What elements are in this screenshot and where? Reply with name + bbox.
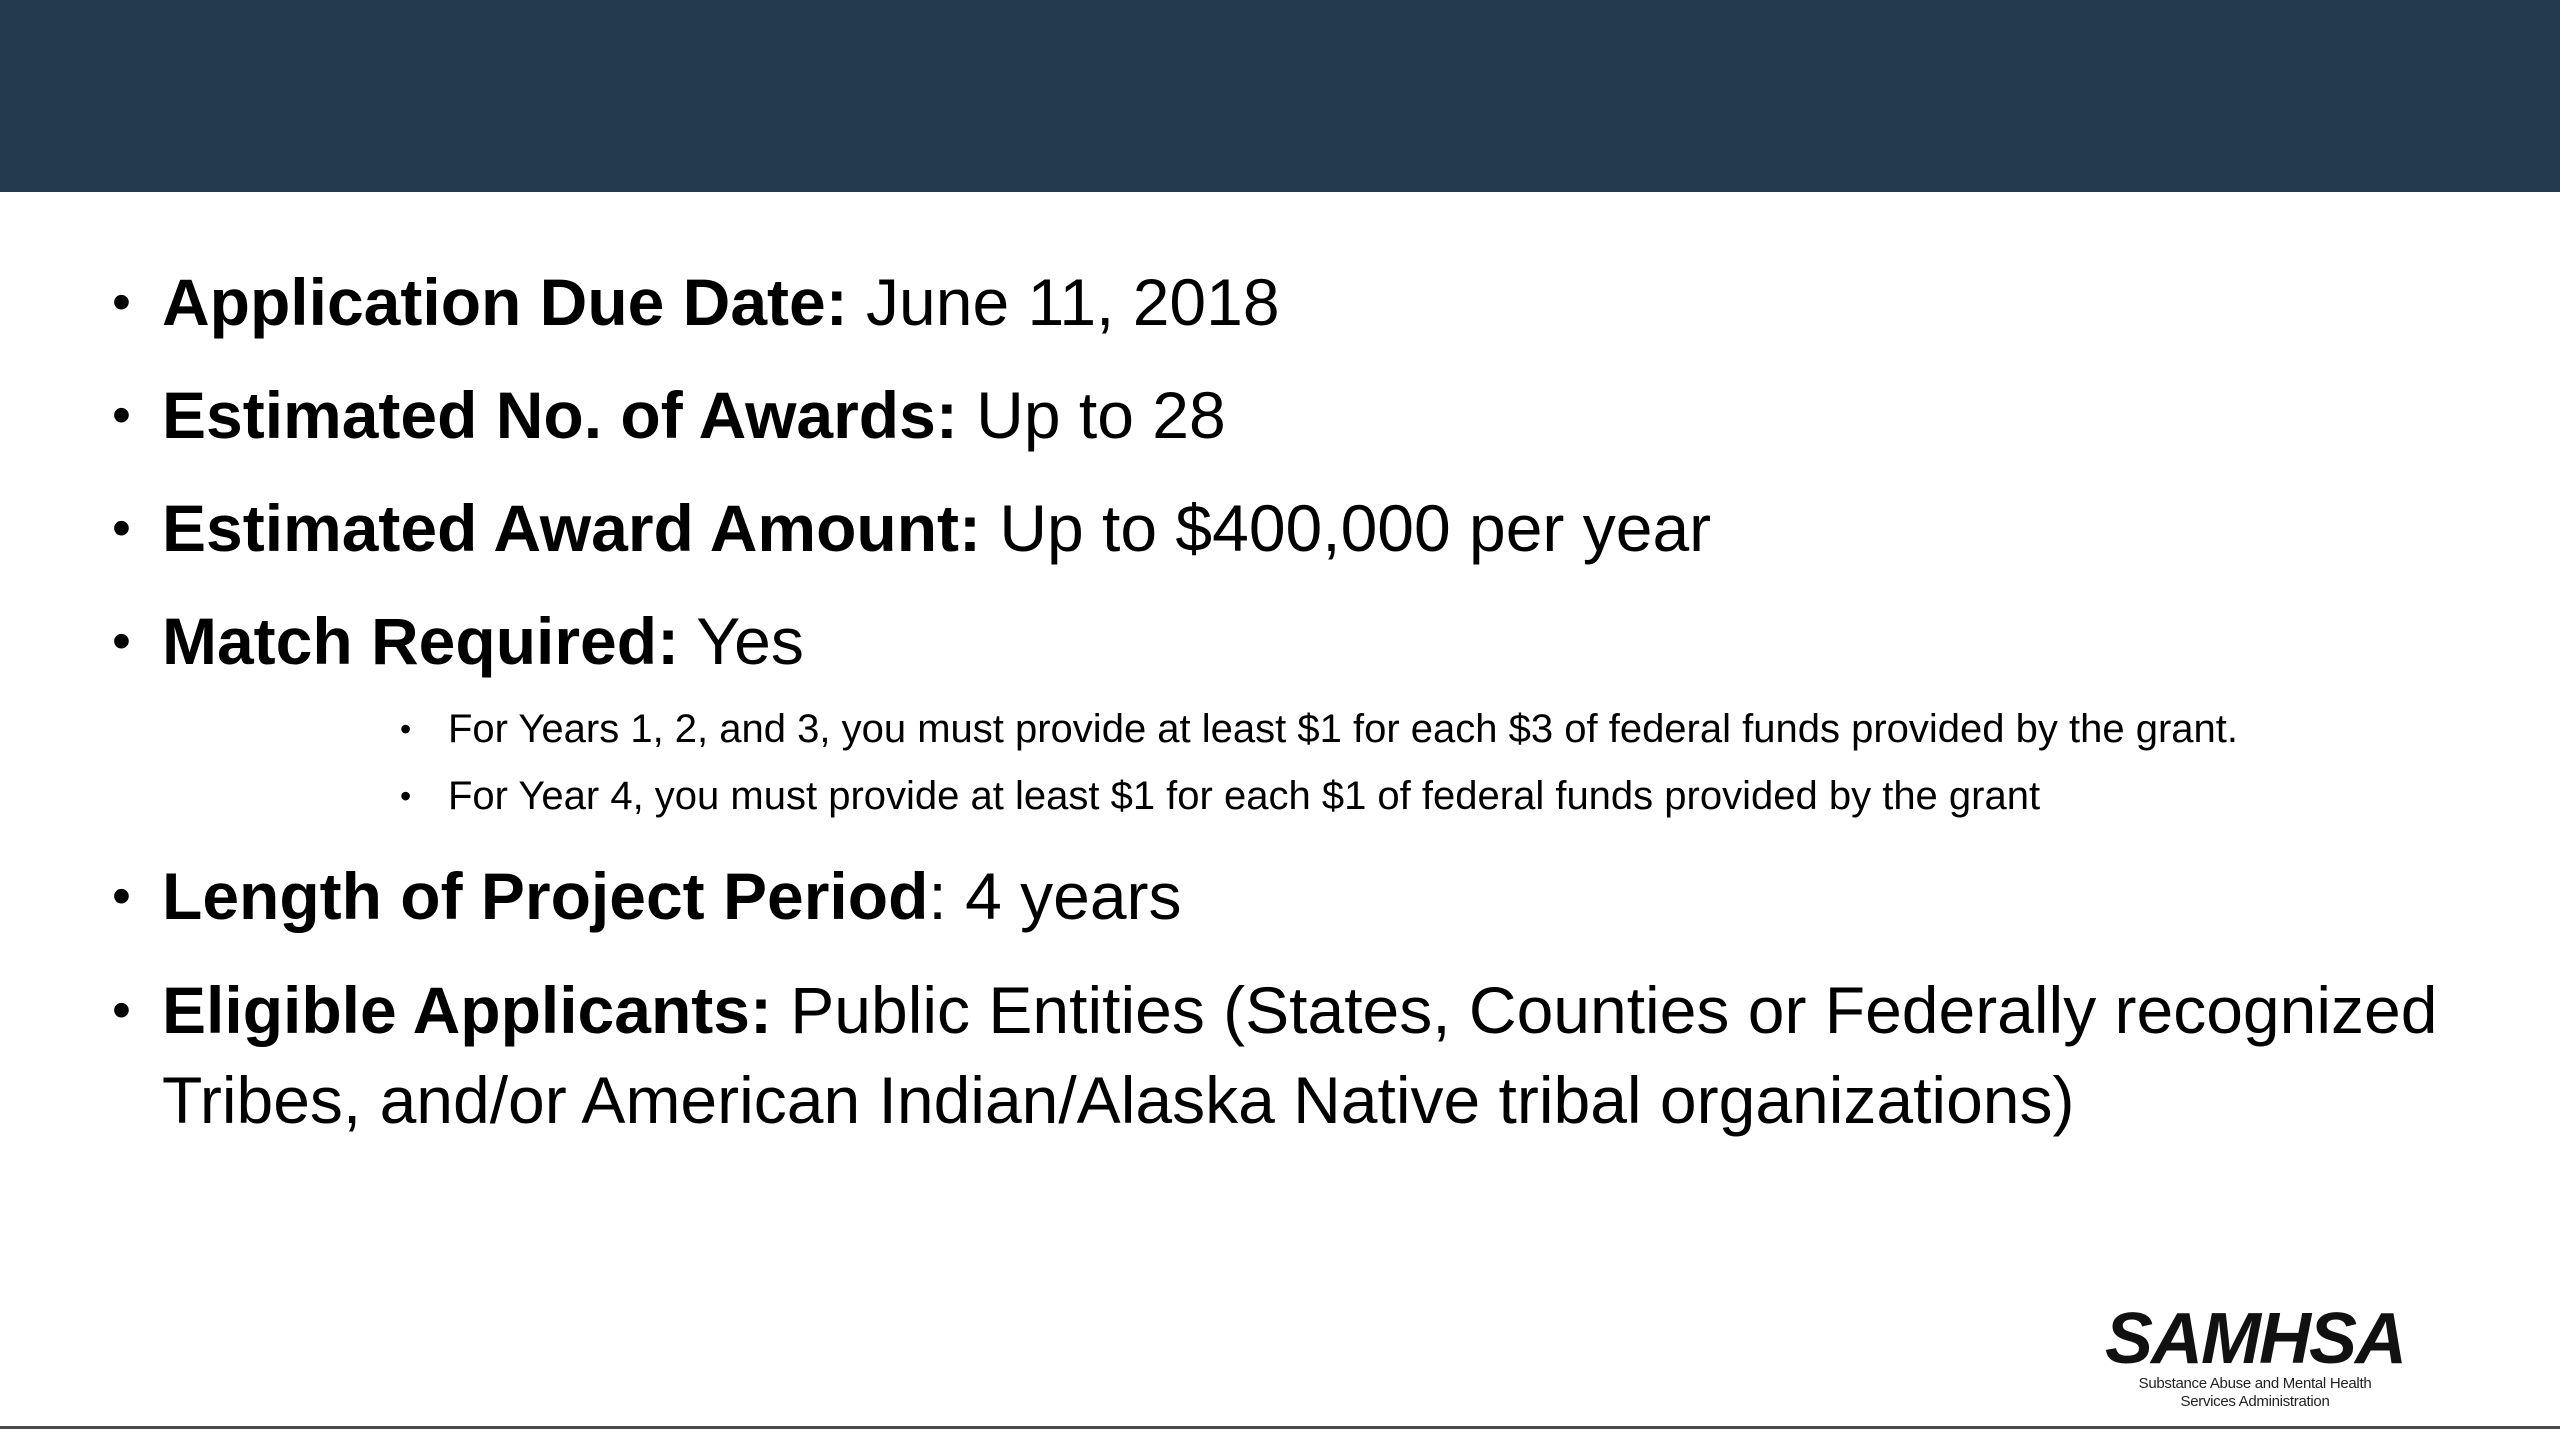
logo-tagline-line1: Substance Abuse and Mental Health [2138, 1375, 2372, 1392]
header-band [0, 0, 2560, 192]
match-sub-list [112, 696, 2442, 830]
bullet-list [112, 258, 2442, 1170]
bullet-award-amount [112, 484, 2442, 572]
logo-tagline-line2: Services Administration [2180, 1393, 2330, 1410]
sub-bullet-dot: • [400, 711, 412, 747]
bottom-rule [0, 1426, 2560, 1429]
bullet-project-period [112, 852, 2442, 940]
bullet-estimated-awards [112, 371, 2442, 459]
bullet-dot: • [112, 498, 131, 558]
bullet-value: Up to $400,000 per year [980, 491, 1712, 565]
bullet-dot: • [112, 272, 131, 332]
bullet-value: : 4 years [928, 859, 1182, 933]
sub-bullet-year-4 [400, 763, 2442, 830]
bullet-label: Eligible Applicants: [162, 973, 772, 1047]
bullet-application-due-date [112, 258, 2442, 346]
sub-bullet-text: For Years 1, 2, and 3, you must provide at least $1 for each $3 of federal funds provided by the grant. [448, 707, 2238, 751]
bullet-label: Match Required: [162, 604, 680, 678]
bullet-label: Application Due Date: [162, 265, 848, 339]
bullet-value: Yes [679, 604, 804, 678]
samhsa-logo [2105, 1299, 2406, 1411]
logo-wordmark: SAMHSA [2105, 1299, 2406, 1379]
bullet-dot: • [112, 385, 131, 445]
sub-bullet-years-1-3 [400, 696, 2442, 763]
bullet-label: Length of Project Period [162, 859, 929, 933]
bullet-dot: • [112, 611, 131, 671]
bullet-value: June 11, 2018 [847, 265, 1280, 339]
sub-bullet-text: For Year 4, you must provide at least $1 for each $1 of federal funds provided by the grant [448, 774, 2041, 818]
bullet-value: Up to 28 [957, 378, 1226, 452]
bullet-dot: • [112, 866, 131, 926]
bullet-dot: • [112, 980, 131, 1040]
bullet-label: Estimated No. of Awards: [162, 378, 958, 452]
bullet-eligible-applicants [112, 965, 2442, 1145]
bullet-match-required [112, 597, 2442, 685]
sub-bullet-dot: • [400, 778, 412, 814]
bullet-label: Estimated Award Amount: [162, 491, 981, 565]
bullet-value: Public Entities (States, Counties or Federally recognized Tribes, and/or American Indian/Alaska Native tribal organizations) [162, 973, 2438, 1137]
